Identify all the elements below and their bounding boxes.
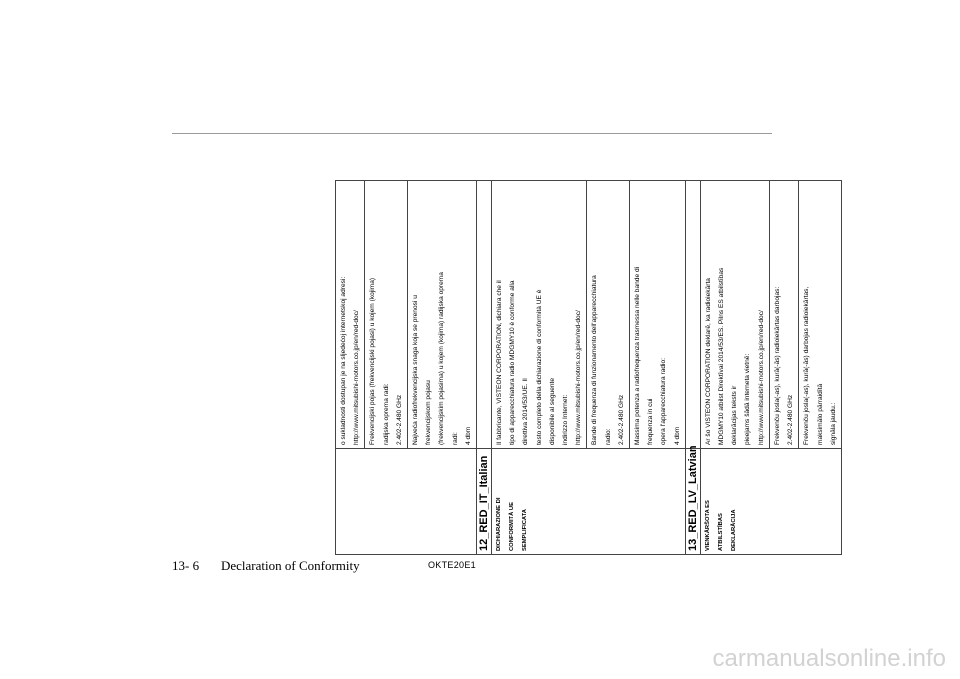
text-line: frequenza in cui xyxy=(647,398,655,446)
label-cell xyxy=(336,449,477,555)
label-line: DICHIARAZIONE DI xyxy=(496,497,503,551)
language-title-row xyxy=(685,181,700,555)
text-line: http://www.mitsubishi-motors.co.jp/en/red-doc/ xyxy=(757,310,765,446)
text-line: maksimālo pārraidītā xyxy=(816,383,824,446)
latvian-title: 13_RED_LV_Latvian xyxy=(686,445,699,551)
language-title-row xyxy=(477,181,492,555)
text-line: 2.402-2.480 GHz xyxy=(395,394,403,446)
text-line: MDGMY10 atbilst Direktīvai 2014/53/ES. Pilns ES atbilstības xyxy=(718,267,726,446)
text-cell xyxy=(630,181,686,449)
label-line: SEMPLIFICATA xyxy=(522,509,529,551)
text-line: Najveća radiofrekvencijska snaga koja se prenosi u xyxy=(412,295,420,446)
text-line: Frekvenču josla(-as), kurā(-ās) darbojas radioiekārtas, xyxy=(803,286,811,446)
text-line: direttiva 2014/53/UE. Il xyxy=(522,378,530,446)
section-title: Declaration of Conformity xyxy=(221,558,360,573)
text-line: pieejams šādā interneta vietnē: xyxy=(744,353,752,446)
text-line: radi: xyxy=(451,432,459,446)
text-line: http://www.mitsubishi-motors.co.jp/en/red-doc/ xyxy=(353,310,361,446)
table-row xyxy=(336,181,365,555)
empty-cell xyxy=(685,181,700,449)
text-cell xyxy=(408,181,477,449)
document-code: OKTE20E1 xyxy=(428,560,476,570)
text-cell xyxy=(587,181,630,449)
rotated-conformity-table xyxy=(335,180,837,555)
text-line: Frekvencijski pojas (frekvencijski pojasi) u kojem (kojima) xyxy=(369,277,377,446)
text-line: Il fabbricante, VISTEON CORPORATION, dichiara che il xyxy=(496,280,504,446)
header-rule xyxy=(172,133,772,134)
text-line: o sukladnosti dostupan je na sljedećoj internetskoj adresi: xyxy=(340,276,347,446)
text-line: opera l'apparecchiatura radio: xyxy=(660,357,668,446)
text-cell xyxy=(700,181,769,449)
label-cell xyxy=(700,449,841,555)
empty-cell xyxy=(477,181,492,449)
text-line: 4 dbm xyxy=(464,426,472,446)
text-line: radio: xyxy=(604,428,612,446)
text-line: 2.402-2.480 GHz xyxy=(617,394,625,446)
text-line: http://www.mitsubishi-motors.co.jp/en/red-doc/ xyxy=(575,310,583,446)
italian-title: 12_RED_IT_Italian xyxy=(478,455,491,551)
conformity-table xyxy=(335,180,842,555)
text-line: Bande di frequenza di funzionamento dell'apparecchiatura xyxy=(591,275,599,446)
text-line: (frekvencijskim pojasima) u kojem (kojima) radijska oprema xyxy=(438,272,446,446)
text-line: deklarācijas teksts ir xyxy=(731,385,739,446)
language-title-cell xyxy=(685,445,700,555)
text-line: testo completo della dichiarazione di conformità UE è xyxy=(535,289,543,446)
language-title-cell xyxy=(477,449,492,555)
text-line: radijska oprema radi: xyxy=(382,383,390,446)
watermark-text: carmanualsonline.info xyxy=(712,645,946,672)
table-row xyxy=(700,181,769,555)
text-line: indirizzo Internet: xyxy=(562,394,570,446)
text-cell xyxy=(799,181,842,449)
label-line: CONFORMITÀ UE xyxy=(509,502,516,551)
label-line: VIENKĀRŠOTA ES xyxy=(704,500,711,551)
text-cell xyxy=(769,181,798,449)
text-line: frekvencijskom pojasu xyxy=(425,380,433,446)
text-cell xyxy=(336,181,365,449)
text-line: signāla jaudu.: xyxy=(829,402,837,446)
text-line: Ar šo VISTEON CORPORATION deklarē, ka radioiekārta xyxy=(704,278,712,446)
label-cell xyxy=(492,449,686,555)
text-cell xyxy=(365,181,408,449)
text-line: Massima potenza a radiofrequenza trasmessa nelle bande di xyxy=(634,266,642,446)
page-number: 13- 6 xyxy=(172,558,200,573)
text-line: disponibile al seguente xyxy=(548,377,556,446)
table-row xyxy=(492,181,587,555)
text-line: 4 dbm xyxy=(673,426,681,446)
label-line: ATBILSTĪBAS xyxy=(718,513,725,551)
text-line: 2.402-2.480 GHz xyxy=(787,394,795,446)
text-cell xyxy=(492,181,587,449)
text-line: Frekvenču josla(-as), kurā(-ās) radioiekārtas darbojas: xyxy=(773,286,781,446)
label-line: DEKLARĀCIJA xyxy=(731,509,738,551)
text-line: tipo di apparecchiatura radio MDGMY10 è conforme alla xyxy=(509,280,517,446)
